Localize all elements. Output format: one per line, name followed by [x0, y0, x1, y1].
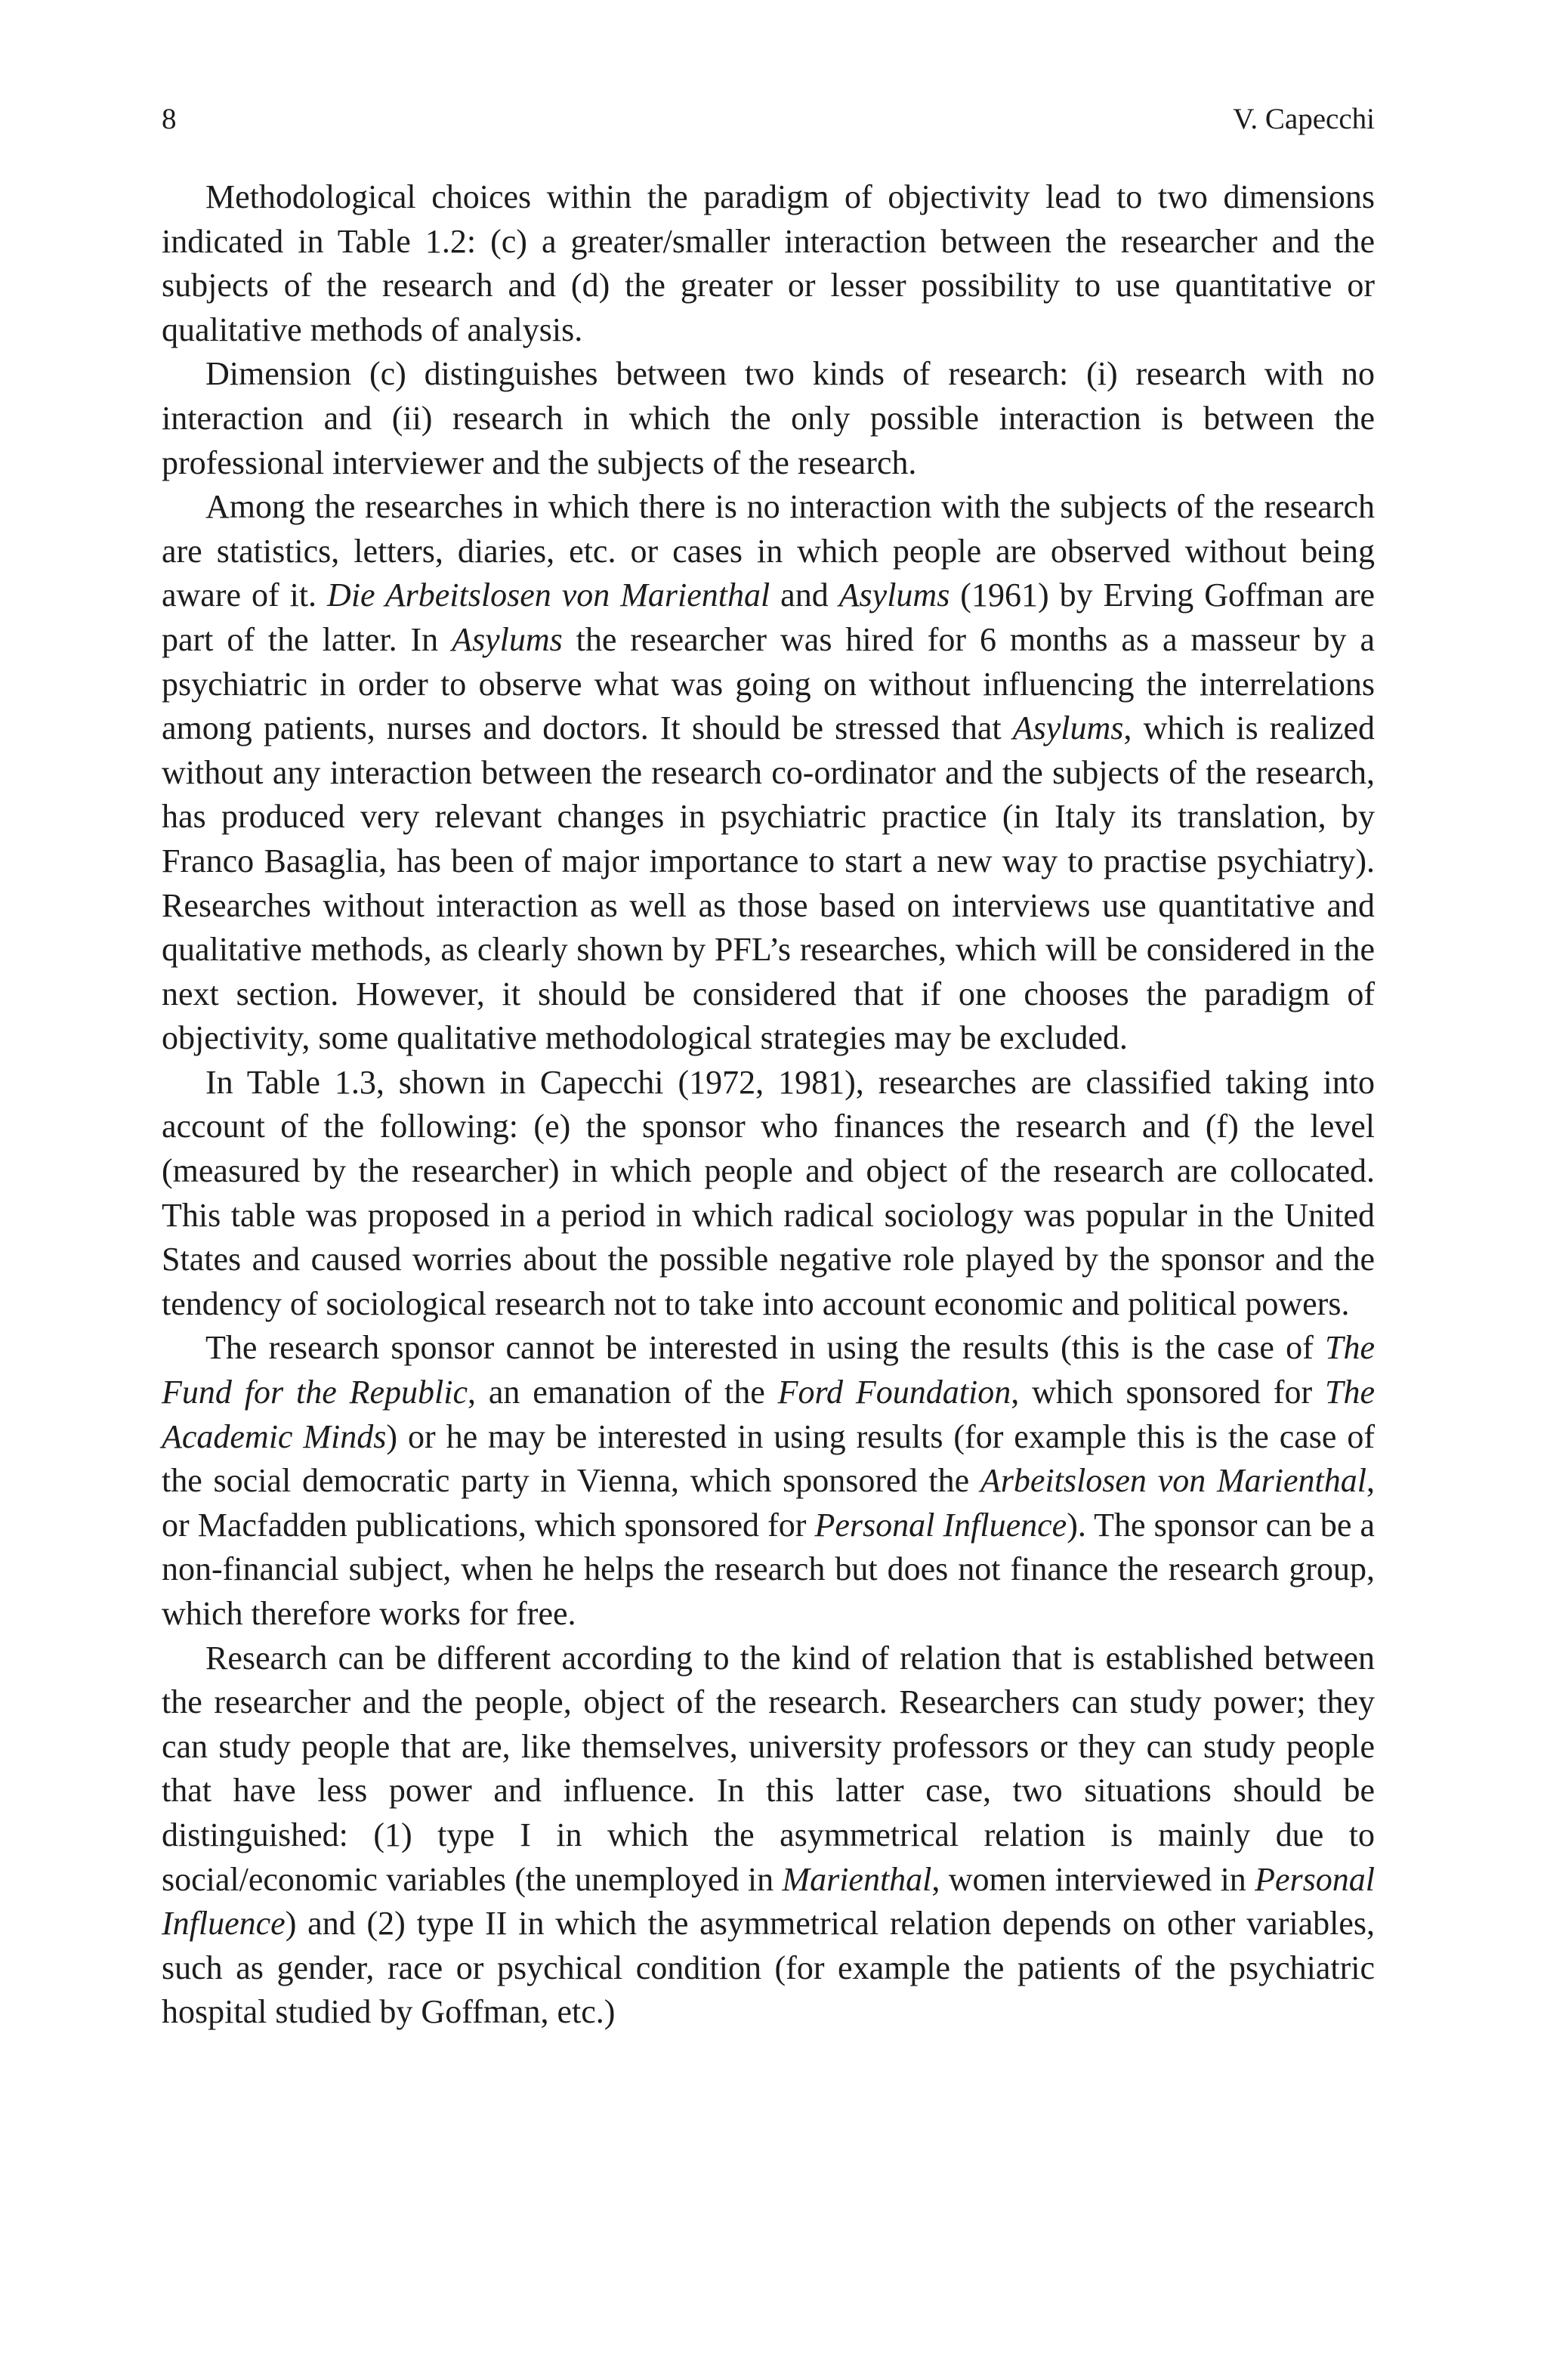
italic-title: Asylums: [838, 576, 950, 614]
paragraph-dimension-c: Dimension (c) distinguishes between two kinds of research: (i) research with no interaction and (ii) research in which the only possible interaction is between the professional interviewer and the subjects of the research.: [162, 355, 1375, 481]
italic-title: The Academic Minds: [162, 1374, 1375, 1455]
italic-title: Arbeitslosen von Marienthal: [980, 1462, 1366, 1500]
paragraph-research-relation: Research can be different according to the kind of relation that is established between the researcher and the people, object of the research. Researchers can study power; they can study people that are, like themselves, university professors or they can study people that have less power and influence. In this latter case, two situations should be distinguished: (1) type I in which the asymmetrical relation is mainly due to social/economic variables (the unemployed in Marienthal, women interviewed in Personal Influence) and (2) type II in which the asymmetrical relation depends on other variables, such as gender, race or psychical condition (for example the patients of the psychiatric hospital studied by Goffman, etc.): [162, 1639, 1375, 2031]
italic-title: Asylums: [1012, 709, 1124, 747]
paragraph-table-1-3: In Table 1.3, shown in Capecchi (1972, 1981), researches are classified taking into account of the following: (e) the sponsor who finances the research and (f) the level (measured by the researcher) in which people and object of the research are collocated. This table was proposed in a period in which radical sociology was popular in the United States and caused worries about the possible negative role played by the sponsor and the tendency of sociological research not to take into account economic and political powers.: [162, 1063, 1375, 1322]
italic-title: Asylums: [452, 620, 563, 658]
running-head-author: V. Capecchi: [1233, 103, 1375, 135]
italic-title: Ford Foundation: [777, 1374, 1011, 1411]
italic-title: Personal Influence: [162, 1860, 1375, 1943]
page-number: 8: [162, 103, 177, 135]
paragraph-research-sponsor: The research sponsor cannot be interested in using the results (this is the case of The Fund for the Republic, an emanation of the Ford Foundation, which sponsored for The Academic Minds) or he may be interested in using results (for example this is the case of the social democratic party in Vienna, which sponsored the Arbeitslosen von Marienthal, or Macfadden publications, which sponsored for Personal Influence). The sponsor can be a non-financial subject, when he helps the research but does not finance the research group, which therefore works for free.: [162, 1329, 1376, 1632]
italic-title: Die Arbeitslosen von Marienthal: [327, 576, 770, 614]
italic-title: Personal Influence: [814, 1506, 1067, 1544]
body-text: [162, 175, 1375, 2035]
italic-title: Marienthal: [782, 1860, 932, 1898]
running-header: [162, 97, 1375, 142]
paragraph-methodological-choices: Methodological choices within the paradigm of objectivity lead to two dimensions indicated in Table 1.2: (c) a greater/smaller interaction between the researcher and the subjects of the research and (d) the greater or lesser possibility to use quantitative or qualitative methods of analysis.: [162, 178, 1375, 348]
paragraph-no-interaction: Among the researches in which there is no interaction with the subjects of the research are statistics, letters, diaries, etc. or cases in which people are observed without being aware of it. Die Arbeitslosen von Marienthal and Asylums (1961) by Erving Goffman are part of the latter. In Asylums the researcher was hired for 6 months as a masseur by a psychiatric in order to observe what was going on without influencing the interrelations among patients, nurses and doctors. It should be stressed that Asylums, which is realized without any interaction between the research co-ordinator and the subjects of the research, has produced very relevant changes in psychiatric practice (in Italy its translation, by Franco Basaglia, has been of major importance to start a new way to practise psychiatry). Researches without interaction as well as those based on interviews use quantitative and qualitative methods, as clearly shown by PFL’s researches, which will be considered in the next section. However, it should be considered that if one chooses the paradigm of objectivity, some qualitative methodological strategies may be excluded.: [162, 488, 1375, 1057]
italic-title: The Fund for the Republic: [162, 1329, 1375, 1411]
